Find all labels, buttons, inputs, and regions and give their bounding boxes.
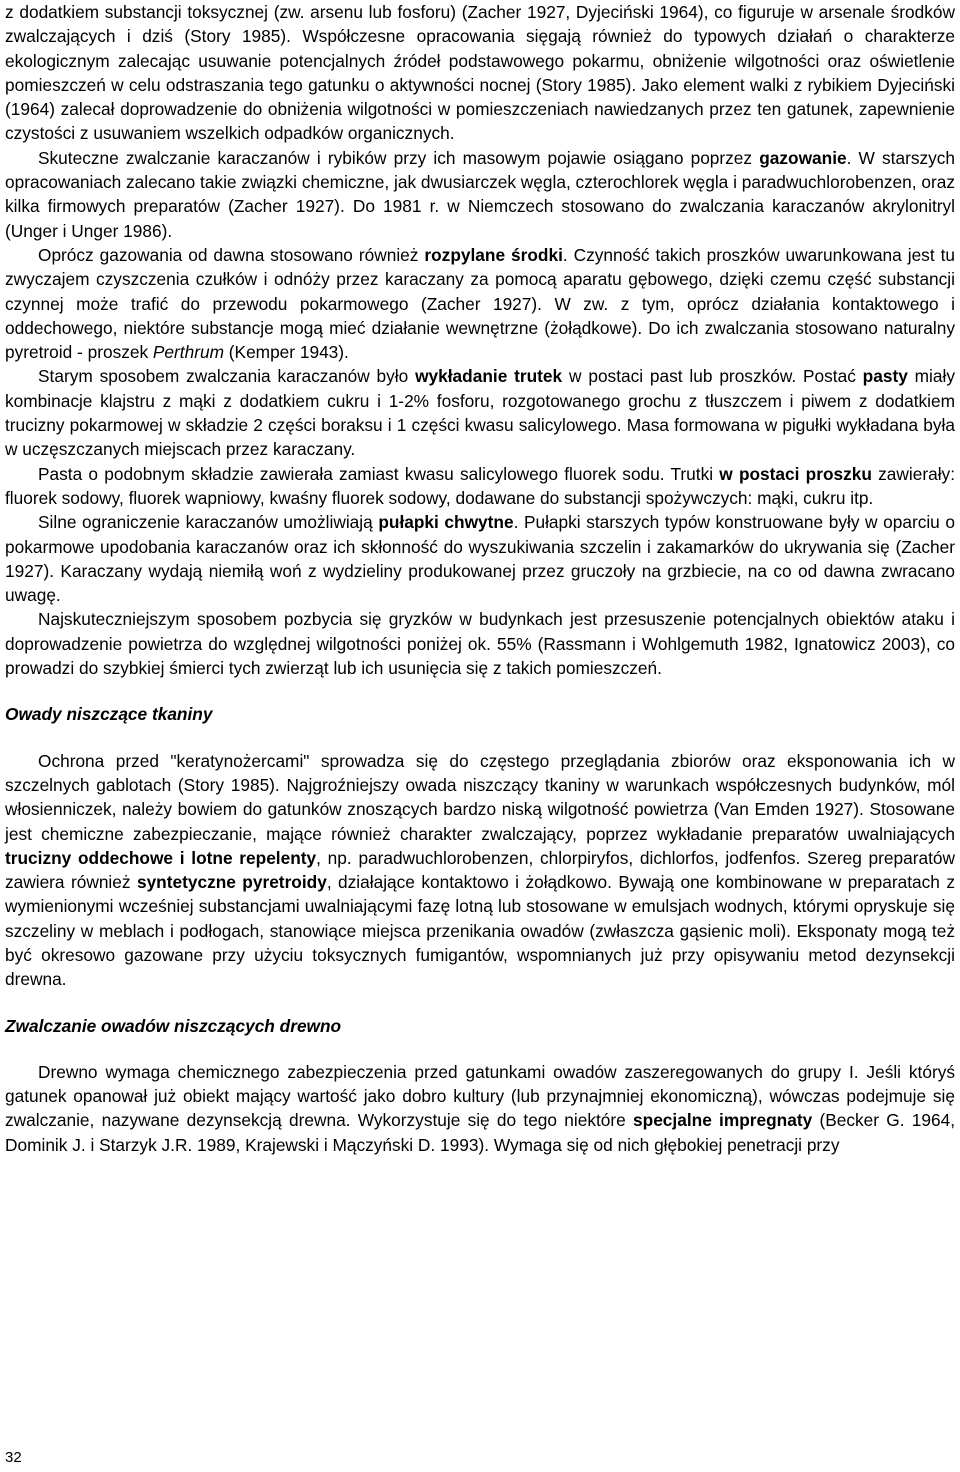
paragraph-text: Skuteczne zwalczanie karaczanów i rybików przy ich masowym pojawie osiągano poprzez <box>38 147 760 168</box>
paragraph-rybik-continuation <box>5 0 955 146</box>
paragraph-text: miały kombinacje klajstru z mąki z dodatkiem cukru i 1-2% fosforu, rozgotowanego grochu z tłuszczem i piwem z dodatkiem trucizny pokarmowej w składzie 2 części boraksu i 1 części kwasu salicylowego. Masa formowana w pigułki wykładana była w uczęszczanych miejscach przez karaczany. <box>5 366 955 460</box>
section-heading-tkaniny: Owady niszczące tkaniny <box>5 704 213 725</box>
paragraph-rozpylane-srodki <box>5 243 955 364</box>
paragraph-text: Drewno wymaga chemicznego zabezpieczenia przed gatunkami owadów zaszeregowanych do grupy I. Jeśli któryś gatunek opanował już obiekt mający wartość jako dobro kultury (lub przynajmniej ekonomiczną), wówczas podejmuje się zwalczanie, nazywane dezynsekcją drewna. Wykorzystuje się do tego niektóre <box>5 1061 955 1131</box>
paragraph-gryzki <box>5 607 955 680</box>
bold-term: syntetyczne pyretroidy <box>136 872 327 893</box>
paragraph-text: , działające kontaktowo i żołądkowo. Bywają one kombinowane w preparatach z wymienionymi wcześniej substancjami uwalniającymi fazę lotną lub stosowane w emulsjach wodnych, którymi opryskuje się szczeliny w meblach i podłogach, stanowiące miejsca przenikania owadów (zwłaszcza gąsienic moli). Eksponaty mogą też być okresowo gazowane przy użyciu toksycznych fumigantów, wspomnianych już przy opisywaniu metod dezynsekcji drewna. <box>5 872 955 990</box>
section-heading-drewno: Zwalczanie owadów niszczących drewno <box>5 1015 342 1036</box>
paragraph-gazowanie <box>5 146 955 243</box>
bold-term: wykładanie trutek <box>415 366 563 387</box>
paragraph-pulapki <box>5 510 955 607</box>
paragraph-text: zawierały: fluorek sodowy, fluorek wapniowy, kwaśny fluorek sodowy, dodawane do substancji spożywczych: mąki, cukru itp. <box>5 463 955 508</box>
paragraph-text: Ochrona przed "keratynożercami" sprowadza się do częstego przeglądania zbiorów oraz eksponowania ich w szczelnych gablotach (Story 1985). Najgroźniejszy owada niszczący tkaniny w warunkach współczesnych budynków, mól włosienniczek, należy bowiem do gatunków znoszących bardzo niską wilgotność powietrza (Van Emden 1927). Stosowane jest chemiczne zabezpieczanie, mające również charakter zwalczający, poprzez wykładanie preparatów uwalniających <box>5 750 955 844</box>
paragraph-text: Silne ograniczenie karaczanów umożliwiają <box>38 512 379 533</box>
paragraph-text: w postaci past lub proszków. Postać <box>562 366 863 387</box>
paragraph-text: (Becker G. 1964, Dominik J. i Starzyk J.R. 1989, Krajewski i Mączyński D. 1993). Wymaga się od nich głębokiej penetracji przy <box>5 1110 955 1155</box>
paragraph-text: (Kemper 1943). <box>223 342 349 363</box>
paragraph-text: . W starszych opracowaniach zalecano takie związki chemiczne, jak dwusiarczek węgla, czterochlorek węgla i paradwuchlorobenzen, oraz kilka firmowych preparatów (Zacher 1927). Do 1981 r. w Niemczech stosowano do zwalczania karaczanów akrylonitryl (Unger i Unger 1986). <box>5 147 955 241</box>
paragraph-text: , np. paradwuchlorobenzen, chlorpiryfos, dichlorfos, jodfenfos. Szereg preparatów zawiera również <box>5 847 956 893</box>
paragraph-text: z dodatkiem substancji toksycznej (zw. arsenu lub fosforu) (Zacher 1927, Dyjeciński 1964), co figuruje w arsenale środków zwalczających i dziś (Story 1985). Współczesne opracowania sięgają również do typowych działań o charakterze ekologicznym zalecając usuwanie potencjalnych źródeł podstawowego pokarmu, obniżenie wilgotności oraz oświetlenie pomieszczeń w celu odstraszania tego gatunku o aktywności nocnej (Story 1985). Jako element walki z rybikiem Dyjeciński (1964) zalecał doprowadzenie do obniżenia wilgotności w pomieszczeniach nawiedzanych przez ten gatunek, zapewnienie czystości z usuwaniem wszelkich odpadków organicznych. <box>5 2 955 144</box>
page-number: 32 <box>5 1449 22 1466</box>
bold-term: w postaci proszku <box>719 463 872 484</box>
paragraph-drewno <box>5 1060 955 1157</box>
paragraph-text: Starym sposobem zwalczania karaczanów było <box>38 366 416 387</box>
bold-term: pasty <box>862 366 908 387</box>
bold-term: specjalne impregnaty <box>633 1110 813 1131</box>
italic-term: Perthrum <box>152 342 224 363</box>
paragraph-text: Pasta o podobnym składzie zawierała zamiast kwasu salicylowego fluorek sodu. Trutki <box>38 463 720 484</box>
paragraph-text: . Czynność takich proszków uwarunkowana jest tu zwyczajem czyszczenia czułków i odnóży przez karaczany za pomocą aparatu gębowego, dzięki czemu część substancji czynnej może trafić do przewodu pokarmowego (Zacher 1927). W zw. z tym, oprócz działania kontaktowego i oddechowego, niektóre substancje mogą mieć działanie wewnętrzne (żołądkowe). Do ich zwalczania stosowano naturalny pyretroid - proszek <box>5 244 955 363</box>
bold-term: trucizny oddechowe i lotne repelenty <box>5 847 317 868</box>
paragraph-text: . Pułapki starszych typów konstruowane były w oparciu o pokarmowe upodobania karaczanów oraz ich skłonność do wyszukiwania szczelin i zakamarków do ukrywania się (Zacher 1927). Karaczany wydają niemiłą woń z wydzieliny produkowanej przez gruczoły na grzbiecie, na co od dawna zwracano uwagę. <box>5 512 956 606</box>
bold-term: gazowanie <box>759 147 847 168</box>
paragraph-text: Oprócz gazowania od dawna stosowano również <box>38 244 425 265</box>
document-page <box>5 0 955 1157</box>
paragraph-text: Najskuteczniejszym sposobem pozbycia się gryzków w budynkach jest przesuszenie potencjalnych obiektów ataku i doprowadzenie powietrza do względnej wilgotności poniżej ok. 55% (Rassmann i Wohlgemuth 1982, Ignatowicz 2003), co prowadzi do szybkiej śmierci tych zwierząt lub ich usunięcia się z takich pomieszczeń. <box>5 609 955 679</box>
bold-term: pułapki chwytne <box>378 512 514 533</box>
paragraph-pasta <box>5 462 955 511</box>
bold-term: rozpylane środki <box>424 244 563 265</box>
paragraph-keratynozercy <box>5 749 955 992</box>
paragraph-trutki <box>5 364 955 461</box>
